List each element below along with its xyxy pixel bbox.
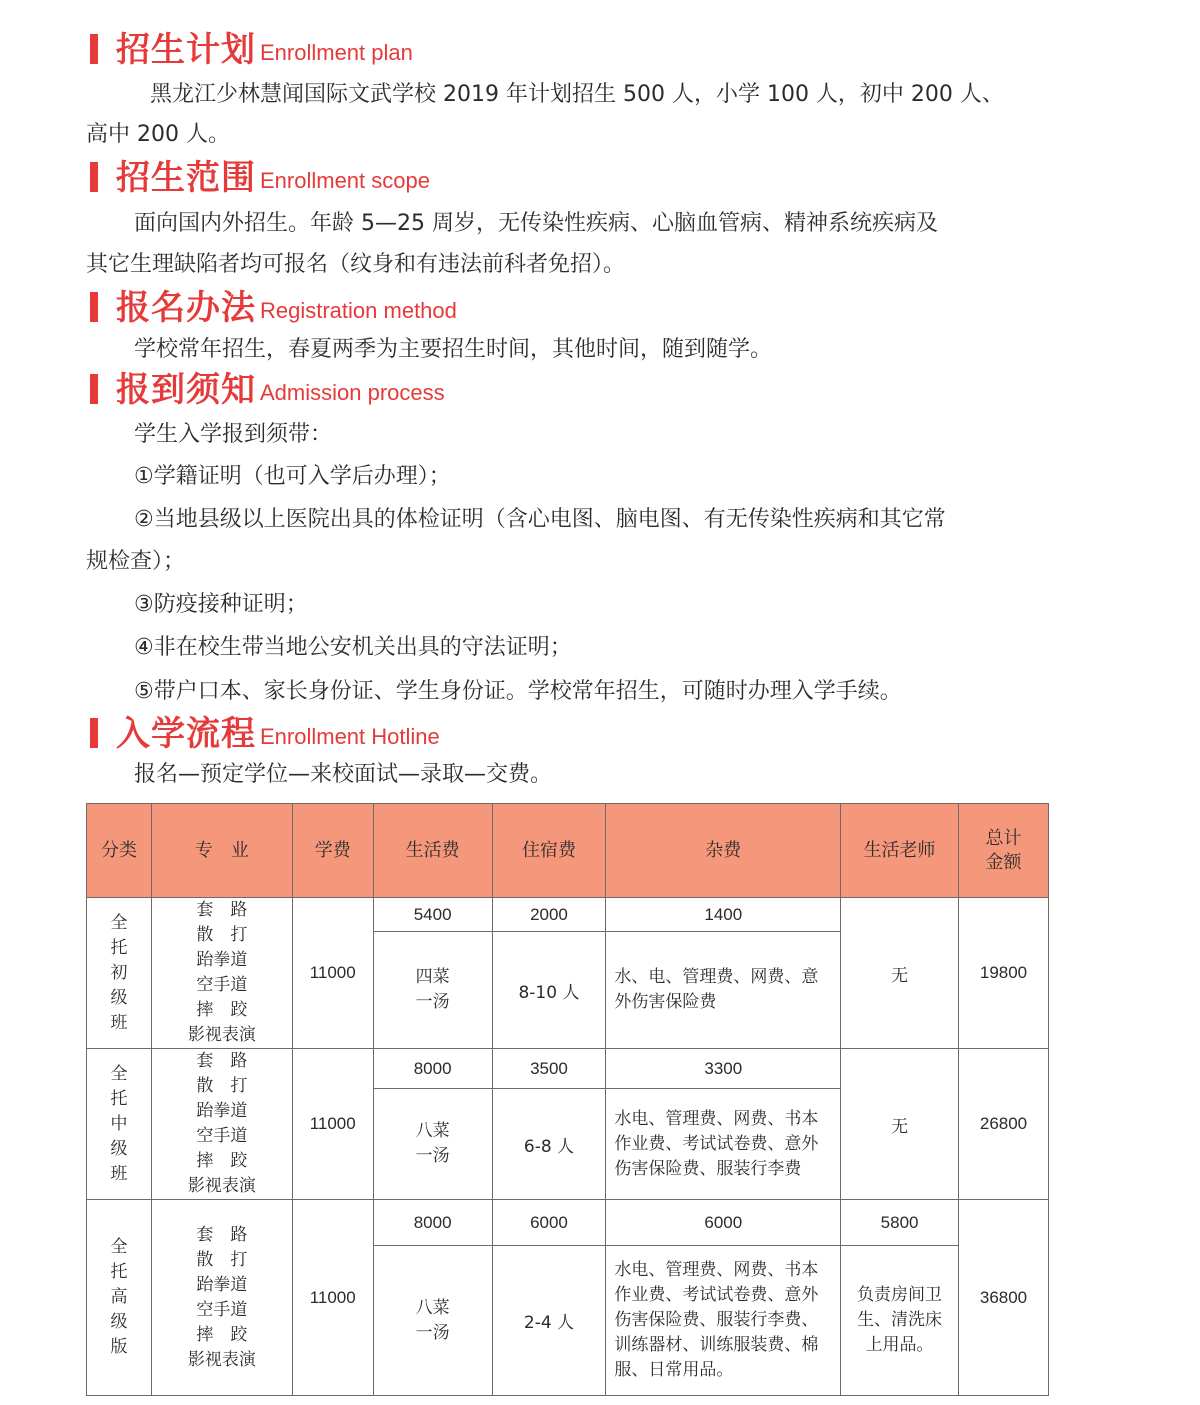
majors-cell: 套 路 散 打 跆拳道 空手道 摔 跤 影视表演 — [151, 898, 292, 1049]
table-header-row — [87, 804, 1049, 898]
scope-text-line2: 其它生理缺陷者均可报名（纹身和有违法前科者免招）。 — [86, 252, 626, 277]
header-category: 分类 — [87, 804, 152, 898]
misc-desc-cell: 水电、管理费、网费、书本作业费、考试试卷费、意外伤害保险费、服装行李费 — [606, 1089, 841, 1200]
heading-en: Enrollment plan — [260, 40, 413, 65]
tuition-cell: 11000 — [292, 1200, 373, 1396]
header-major: 专 业 — [151, 804, 292, 898]
header-lodging: 住宿费 — [492, 804, 606, 898]
section-heading-registration — [90, 284, 457, 328]
heading-cn: 报名办法 — [116, 288, 256, 328]
category-cell: 全 托 高 级 版 — [87, 1200, 152, 1396]
tuition-cell: 11000 — [292, 898, 373, 1049]
heading-cn: 招生计划 — [116, 30, 256, 70]
admission-item-1: ①学籍证明（也可入学后办理）； — [134, 464, 451, 489]
room-cell: 2-4 人 — [492, 1246, 606, 1396]
majors-cell: 套 路 散 打 跆拳道 空手道 摔 跤 影视表演 — [151, 1200, 292, 1396]
teacher-fee-cell: 5800 — [841, 1200, 959, 1246]
admission-item-3: ③防疫接种证明； — [134, 592, 308, 617]
header-living: 生活费 — [373, 804, 492, 898]
heading-bar-icon — [90, 162, 98, 192]
section-heading-scope — [90, 154, 430, 198]
heading-en: Admission process — [260, 380, 445, 405]
category-cell: 全 托 中 级 班 — [87, 1049, 152, 1200]
teacher-desc-cell: 负责房间卫生、清洗床上用品。 — [841, 1246, 959, 1396]
misc-fee-cell: 6000 — [606, 1200, 841, 1246]
heading-cn: 招生范围 — [116, 158, 256, 198]
header-total — [959, 804, 1049, 898]
meals-cell: 四菜 一汤 — [373, 932, 492, 1049]
header-total-line2: 金额 — [985, 851, 1022, 873]
admission-item-4: ④非在校生带当地公安机关出具的守法证明； — [134, 635, 572, 660]
admission-intro: 学生入学报到须带： — [134, 422, 333, 447]
lodging-fee-cell: 3500 — [492, 1049, 606, 1089]
total-cell: 36800 — [959, 1200, 1049, 1396]
heading-bar-icon — [90, 374, 98, 404]
fee-table — [86, 803, 1049, 1396]
heading-en: Enrollment scope — [260, 168, 430, 193]
header-total-line1: 总计 — [985, 827, 1022, 849]
admission-item-5: ⑤带户口本、家长身份证、学生身份证。学校常年招生，可随时办理入学手续。 — [134, 679, 902, 704]
process-text: 报名—预定学位—来校面试—录取—交费。 — [134, 762, 553, 787]
category-cell: 全 托 初 级 班 — [87, 898, 152, 1049]
heading-cn: 入学流程 — [116, 714, 256, 754]
meals-cell: 八菜 一汤 — [373, 1246, 492, 1396]
teacher-cell: 无 — [841, 898, 959, 1049]
teacher-cell: 无 — [841, 1049, 959, 1200]
meals-cell: 八菜 一汤 — [373, 1089, 492, 1200]
table-row — [87, 1049, 1049, 1089]
total-cell: 26800 — [959, 1049, 1049, 1200]
header-tuition: 学费 — [292, 804, 373, 898]
living-fee-cell: 8000 — [373, 1200, 492, 1246]
registration-text: 学校常年招生，春夏两季为主要招生时间，其他时间，随到随学。 — [134, 337, 773, 362]
misc-fee-cell: 1400 — [606, 898, 841, 932]
heading-bar-icon — [90, 718, 98, 748]
lodging-fee-cell: 2000 — [492, 898, 606, 932]
misc-fee-cell: 3300 — [606, 1049, 841, 1089]
header-teacher: 生活老师 — [841, 804, 959, 898]
room-cell: 8-10 人 — [492, 932, 606, 1049]
section-heading-admission — [90, 366, 445, 410]
total-cell: 19800 — [959, 898, 1049, 1049]
admission-item-2: ②当地县级以上医院出具的体检证明（含心电图、脑电图、有无传染性疾病和其它常 — [134, 507, 946, 532]
misc-desc-cell: 水、电、管理费、网费、意外伤害保险费 — [606, 932, 841, 1049]
table-row — [87, 1200, 1049, 1246]
heading-bar-icon — [90, 292, 98, 322]
misc-desc-cell: 水电、管理费、网费、书本作业费、考试试卷费、意外伤害保险费、服装行李费、训练器材、训练服装费、棉服、日常用品。 — [606, 1246, 841, 1396]
heading-cn: 报到须知 — [116, 370, 256, 410]
plan-text-line2: 高中 200 人。 — [86, 122, 230, 147]
section-heading-plan — [90, 26, 413, 70]
room-cell: 6-8 人 — [492, 1089, 606, 1200]
table-row — [87, 898, 1049, 932]
tuition-cell: 11000 — [292, 1049, 373, 1200]
header-misc: 杂费 — [606, 804, 841, 898]
heading-en: Registration method — [260, 298, 457, 323]
living-fee-cell: 8000 — [373, 1049, 492, 1089]
heading-en: Enrollment Hotline — [260, 724, 440, 749]
lodging-fee-cell: 6000 — [492, 1200, 606, 1246]
majors-cell: 套 路 散 打 跆拳道 空手道 摔 跤 影视表演 — [151, 1049, 292, 1200]
scope-text-line1: 面向国内外招生。年龄 5—25 周岁，无传染性疾病、心脑血管病、精神系统疾病及 — [134, 211, 938, 236]
section-heading-process — [90, 710, 440, 754]
living-fee-cell: 5400 — [373, 898, 492, 932]
heading-bar-icon — [90, 34, 98, 64]
admission-item-2-cont: 规检查）； — [86, 549, 186, 574]
plan-text-line1: 黑龙江少林慧闻国际文武学校 2019 年计划招生 500 人，小学 100 人，初中 200 人、 — [150, 82, 1004, 107]
